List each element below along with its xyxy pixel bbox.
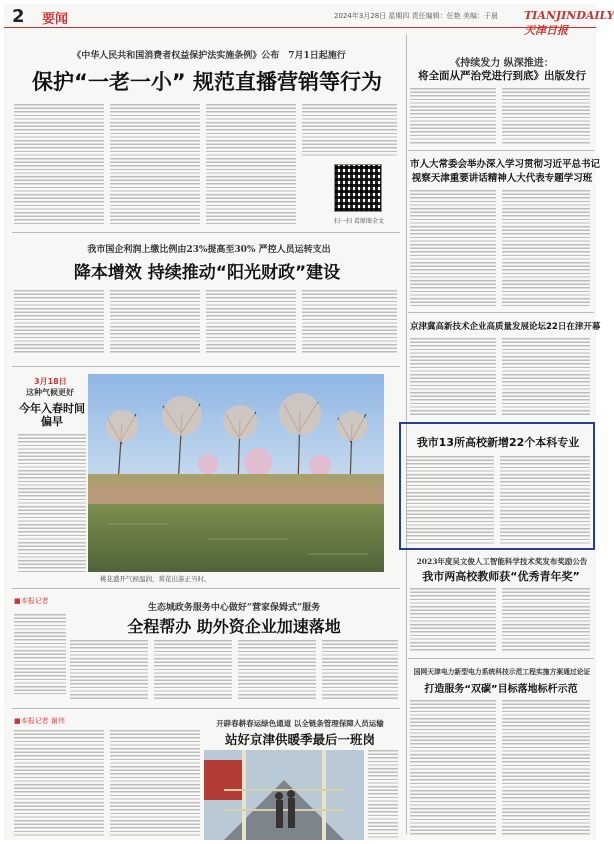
body-text [502,588,590,652]
body-text [14,104,104,224]
main-story-kicker: 《中华人民共和国消费者权益保护法实施条例》公布 7月1日起施行 [72,51,346,61]
divider [408,312,594,313]
right-story1-kicker: 《持续发力 纵深推进： [450,58,554,69]
finance-story-headline: 降本增效 持续推动“阳光财政”建设 [73,263,341,283]
bridge-photo [204,750,364,840]
body-text [502,700,590,836]
right-story6-kicker: 国网天津电力新型电力系统科技示范工程实施方案通过论证 [413,668,591,676]
photo-date-tag: 3月18日 [34,377,67,386]
right-story6-headline: 打造服务“双碳”目标落地标杆示范 [424,684,578,695]
body-text [110,730,200,838]
qr-caption: 扫一扫 看原图全文 [334,218,384,225]
body-text [406,456,494,544]
body-text [110,104,200,224]
body-text [410,588,496,652]
divider [12,588,400,589]
main-story-headline: 保护“一老一小” 规范直播营销等行为 [32,70,382,94]
body-text [14,290,104,354]
right-story3-headline: 京津冀高新技术企业高质量发展论坛22日在津开幕 [410,322,601,332]
qr-code[interactable] [334,164,382,212]
body-text [238,640,316,700]
photo-caption: 桃花盛开气候温润，赏花出游正当时。 [100,575,211,583]
body-text [206,290,296,354]
body-text [322,640,398,700]
service-story-kicker: 生态城政务服务中心做好“营家保姆式”服务 [147,603,321,613]
body-text [302,104,397,156]
body-text [502,338,590,416]
divider [12,708,400,709]
byline: ■本报记者 谢伟 [14,717,65,725]
body-text [368,750,398,838]
right-story1-headline: 将全面从严治党进行到底》出版发行 [418,70,586,82]
body-text [206,104,296,224]
right-story2-headline-line2: 视察天津重要讲话精神人大代表专题学习班 [411,173,593,184]
body-text [410,700,496,836]
body-text [14,614,66,694]
body-text [502,190,590,306]
photo-image [88,374,384,572]
bottom-story-kicker: 开辟春耕春运绿色通道 以全链条管理保障人员运输 [216,719,384,728]
section-name: 要闻 [42,12,69,27]
body-text [18,434,86,574]
finance-story-kicker: 我市国企利润上缴比例由23%提高至30% 严控人员运转支出 [87,245,331,255]
photo-tag-line: 这种气候更好 [26,388,74,397]
right-story2-headline-line1: 市人大常委会举办深入学习贯彻习近平总书记 [410,159,601,170]
service-story-headline: 全程帮办 助外资企业加速落地 [127,617,341,636]
right-story4-headline: 我市13所高校新增22个本科专业 [416,436,580,449]
body-text [410,338,496,416]
photo-image [204,750,364,840]
date-line: 2024年3月28日 星期四 责任编辑：任艳 美编：于晨 [334,12,498,20]
right-story5-kicker: 2023年度吴文俊人工智能科学技术奖发布奖励公告 [416,557,588,566]
masthead-logo: TIANJINDAILY 天津日报 [524,9,614,37]
body-text [410,88,496,144]
body-text [500,456,590,544]
body-text [154,640,232,700]
body-text [14,730,104,838]
bottom-story-headline: 站好京津供暖季最后一班岗 [224,732,375,747]
divider [12,366,400,367]
body-text [110,290,200,354]
body-text [302,290,397,354]
divider [12,232,400,233]
body-text [70,640,148,700]
newspaper-page [4,4,614,840]
divider [408,150,594,151]
right-story5-headline: 我市两高校教师获“优秀青年奖” [422,570,580,583]
page-number: 2 [12,6,25,27]
body-text [410,190,496,306]
page-header [4,4,614,37]
divider [408,658,594,659]
spring-park-photo [88,374,384,572]
photo-feature-title: 今年入春时间偏早 [19,402,85,428]
byline: ■本报记者 [14,597,49,605]
body-text [502,88,590,144]
